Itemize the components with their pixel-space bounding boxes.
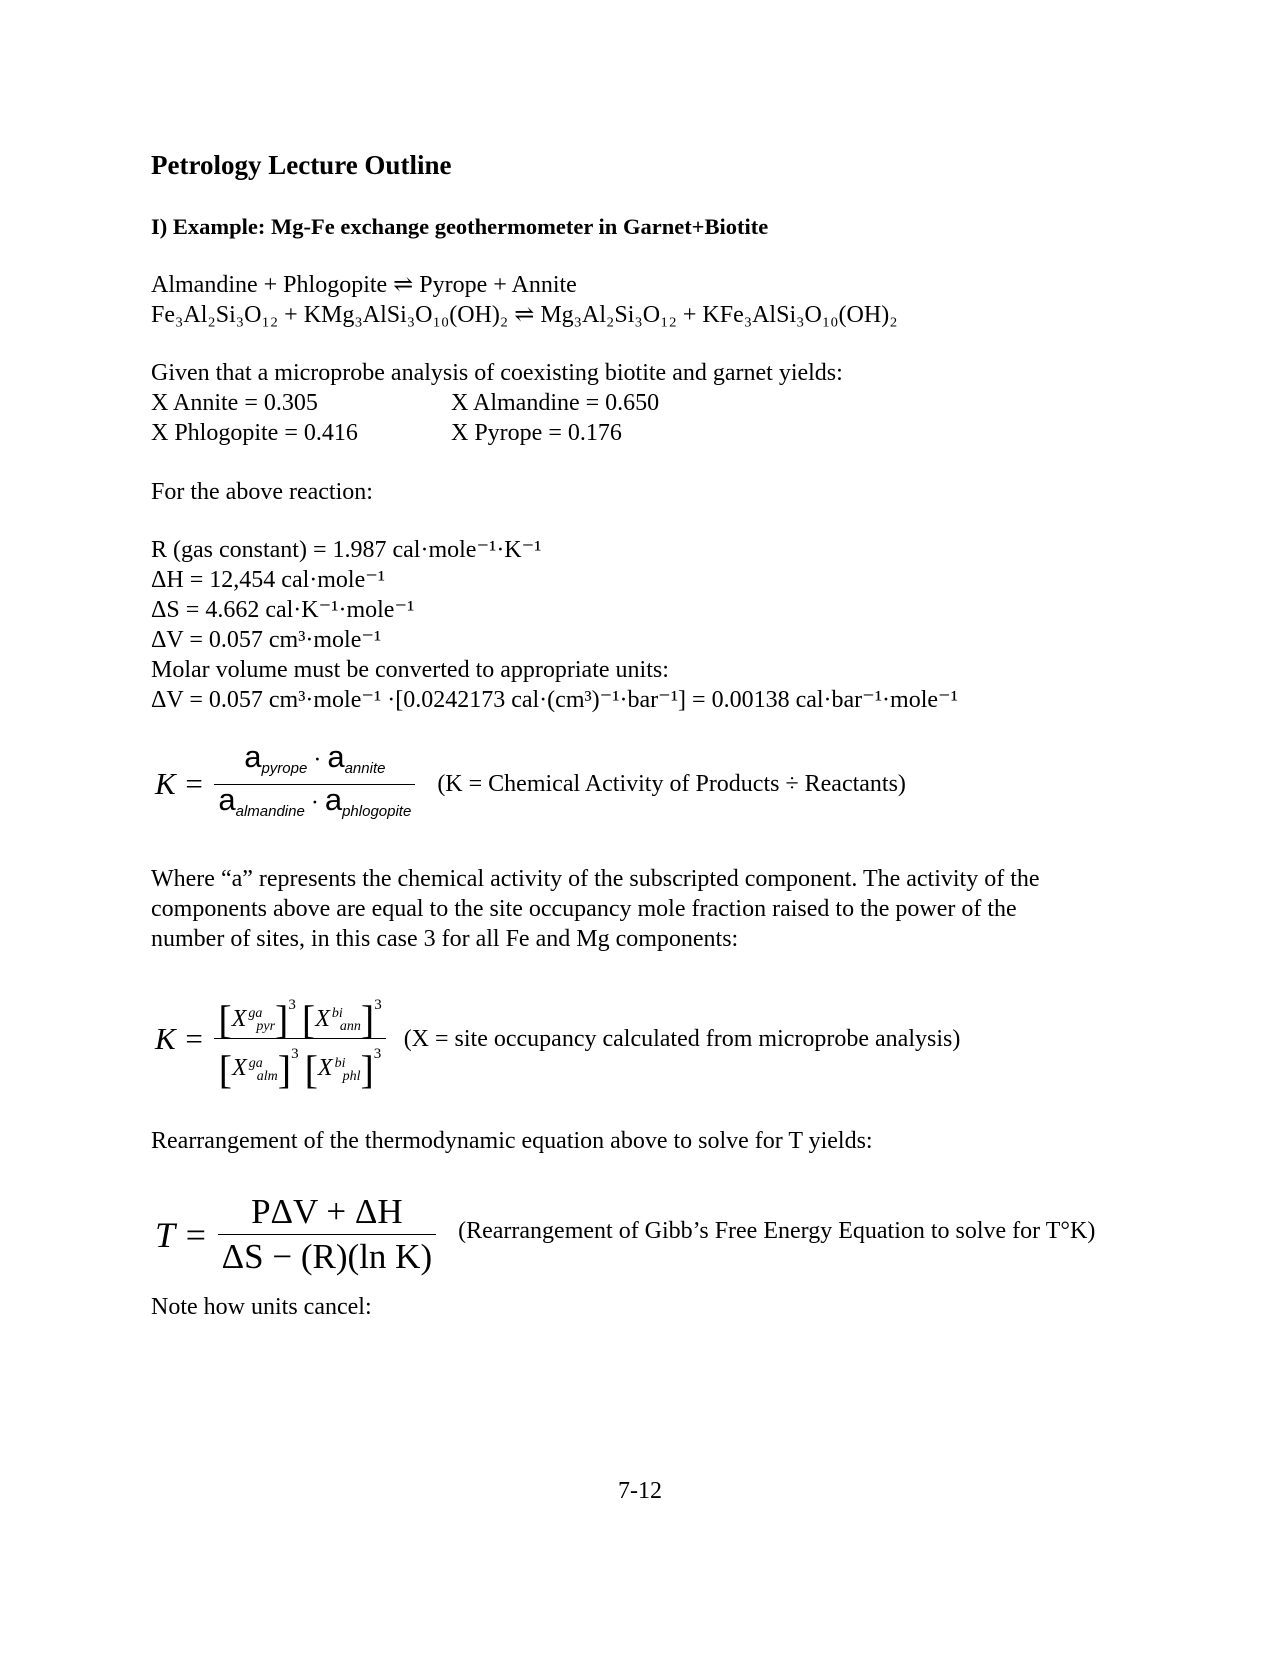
delta-h: ΔH = 12,454 cal·mole⁻¹	[151, 567, 386, 593]
temperature-fraction	[218, 1190, 436, 1279]
delta-v-converted: ΔV = 0.057 cm³·mole⁻¹ ·[0.0242173 cal·(cm³)⁻¹·bar⁻¹] = 0.00138 cal·bar⁻¹·mole⁻¹	[151, 687, 958, 713]
where-text-line: number of sites, in this case 3 for all Fe and Mg components:	[151, 926, 739, 952]
analysis-row	[151, 418, 622, 448]
k-eq1-note: (K = Chemical Activity of Products ÷ Reactants)	[437, 771, 906, 798]
delta-v: ΔV = 0.057 cm³·mole⁻¹	[151, 627, 382, 653]
where-text-line: components above are equal to the site occupancy mole fraction raised to the power of the	[151, 896, 1017, 922]
t-eq-note: (Rearrangement of Gibb’s Free Energy Equation to solve for T°K)	[458, 1217, 1096, 1244]
analysis-left: X Phlogopite = 0.416	[151, 420, 358, 446]
t-lhs: T =	[155, 1214, 208, 1255]
for-reaction-text: For the above reaction:	[151, 479, 373, 505]
k-lhs: K =	[155, 1020, 205, 1056]
page-number: 7-12	[618, 1478, 662, 1504]
equilibrium-arrow-icon: ⇌	[514, 302, 535, 328]
site-occupancy-numerator: [X ga pyr ]$^3$ [X bi ann ]$^3$	[218, 997, 382, 1043]
gas-constant: R (gas constant) = 1.987 cal·mole⁻¹·K⁻¹	[151, 537, 542, 563]
page-title: Petrology Lecture Outline	[151, 150, 452, 180]
reaction-formula	[151, 300, 898, 330]
molar-volume-note: Molar volume must be converted to appropriate units:	[151, 657, 669, 683]
analysis-left: X Annite = 0.305	[151, 390, 318, 416]
where-text-line: Where “a” represents the chemical activity of the subscripted component. The activity of the	[151, 866, 1040, 892]
site-occupancy-fraction	[214, 990, 385, 1092]
temperature-numerator: PΔV + ΔH	[251, 1192, 403, 1231]
equilibrium-constant-site-occupancy-equation	[155, 990, 961, 1092]
k-eq2-note: (X = site occupancy calculated from microprobe analysis)	[403, 1025, 961, 1052]
equilibrium-constant-activity-equation	[155, 739, 906, 827]
rearrangement-text: Rearrangement of the thermodynamic equation above to solve for T yields:	[151, 1128, 873, 1154]
temperature-denominator: ΔS − (R)(ln K)	[221, 1237, 433, 1276]
reaction-names: Almandine + Phlogopite ⇌ Pyrope + Annite	[151, 272, 577, 298]
temperature-equation	[155, 1190, 1095, 1279]
reaction-rhs: Mg₃Al₂Si₃O₁₂ + KFe₃AlSi₃O₁₀(OH)₂	[540, 302, 898, 328]
k-lhs: K =	[155, 766, 205, 802]
analysis-right: X Pyrope = 0.176	[451, 420, 622, 446]
activity-denominator: $a_{almandine} \cdot a_{phlogopite}$	[218, 781, 412, 820]
activity-numerator: $a_{pyrope} \cdot a_{annite}$	[244, 739, 386, 777]
activity-fraction	[214, 739, 415, 827]
units-cancel-note: Note how units cancel:	[151, 1294, 372, 1320]
analysis-intro: Given that a microprobe analysis of coexisting biotite and garnet yields:	[151, 360, 843, 386]
reaction-lhs: Fe₃Al₂Si₃O₁₂ + KMg₃AlSi₃O₁₀(OH)₂	[151, 302, 509, 328]
analysis-right: X Almandine = 0.650	[451, 390, 660, 416]
site-occupancy-denominator: [X ga alm ]$^3$ [X bi phl ]$^3$	[218, 1046, 382, 1092]
delta-s: ΔS = 4.662 cal·K⁻¹·mole⁻¹	[151, 597, 415, 623]
analysis-row	[151, 388, 659, 418]
section-heading: I) Example: Mg-Fe exchange geothermometer in Garnet+Biotite	[151, 214, 769, 239]
